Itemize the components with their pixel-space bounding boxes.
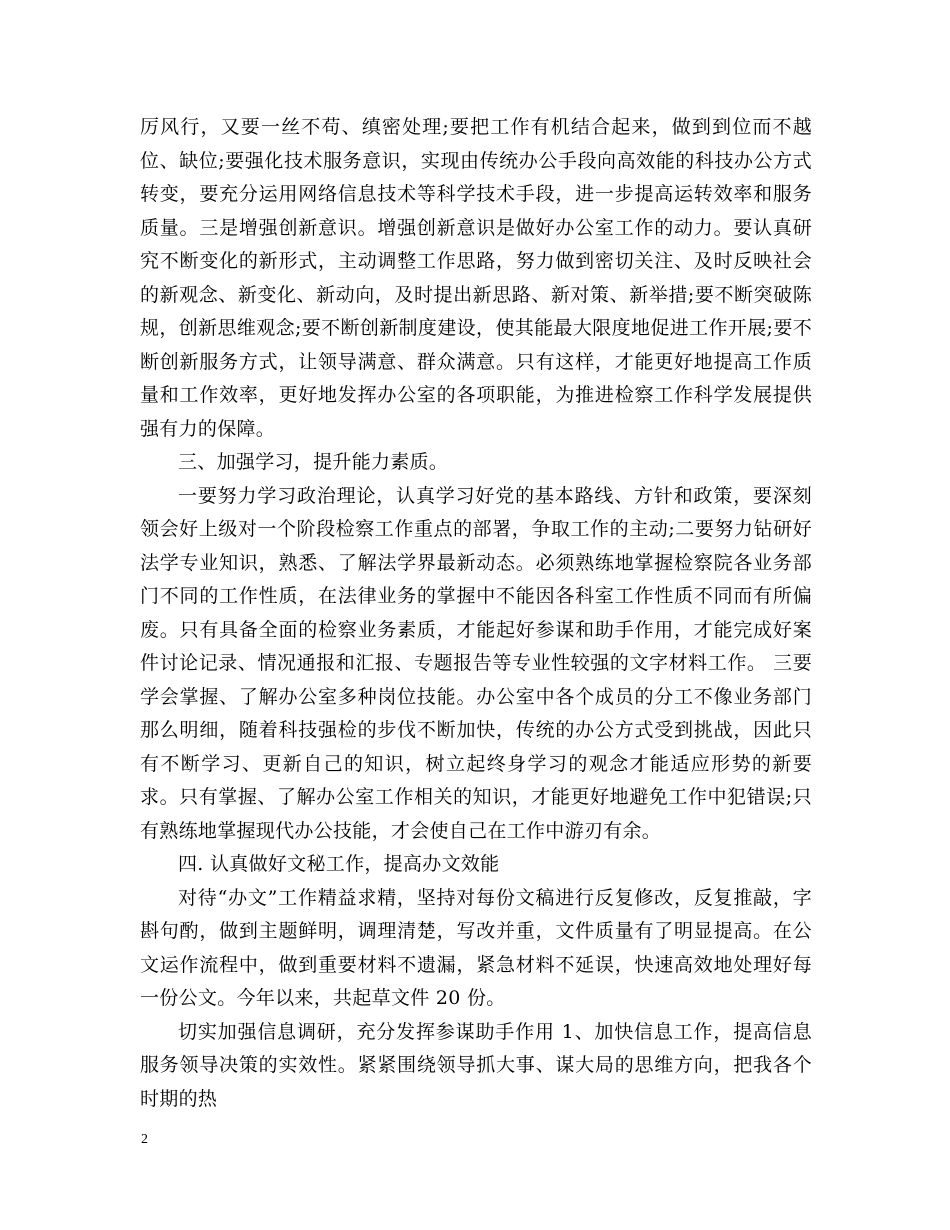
heading-strengthen-learning: 三、加强学习，提升能力素质。: [178, 451, 449, 473]
paragraph-information-research: 切实加强信息调研，充分发挥参谋助手作用 1、加快信息工作，提高信息服务领导决策的实效性。紧紧围绕领导抓大事、谋大局的思维方向，把我各个时期的热: [140, 1020, 812, 1110]
paragraph-innovation-continuation: 厉风行，又要一丝不苟、缜密处理;要把工作有机结合起来，做到到位而不越位、缺位;要强化技术服务意识，实现由传统办公手段向高效能的科技办公方式转变，要充分运用网络信息技术等科学技术手段，进一步提高运转效率和服务质量。三是增强创新意识。增强创新意识是做好办公室工作的动力。要认真研究不断变化的新形式，主动调整工作思路，努力做到密切关注、及时反映社会的新观念、新变化、新动向，及时提出新思路、新对策、新举措;要不断突破陈规，创新思维观念;要不断创新制度建设，使其能最大限度地促进工作开展;要不断创新服务方式，让领导满意、群众满意。只有这样，才能更好地提高工作质量和工作效率，更好地发挥办公室的各项职能，为推进检察工作科学发展提供强有力的保障。: [140, 116, 812, 440]
paragraph-learning-requirements: 一要努力学习政治理论，认真学习好党的基本路线、方针和政策，要深刻领会好上级对一个阶段检察工作重点的部署，争取工作的主动;二要努力钻研好法学专业知识，熟悉、了解法学界最新动态。必须熟练地掌握检察院各业务部门不同的工作性质，在法律业务的掌握中不能因各科室工作性质不同而有所偏废。只有具备全面的检察业务素质，才能起好参谋和助手作用，才能完成好案件讨论记录、情况通报和汇报、专题报告等专业性较强的文字材料工作。 三要学会掌握、了解办公室多种岗位技能。办公室中各个成员的分工不像业务部门那么明细，随着科技强检的步伐不断加快，传统的办公方式受到挑战，因此只有不断学习、更新自己的知识，树立起终身学习的观念才能适应形势的新要求。只有掌握、了解办公室工作相关的知识，才能更好地避免工作中犯错误;只有熟练地掌握现代办公技能，才会使自己在工作中游刃有余。: [140, 484, 812, 842]
document-body: [140, 111, 812, 1116]
page-number: 2: [141, 1132, 148, 1147]
heading-secretarial-work: 四. 认真做好文秘工作，提高办文效能: [178, 853, 500, 875]
paragraph-document-handling: 对待“办文”工作精益求精，坚持对每份文稿进行反复修改，反复推敲，字斟句酌，做到主题鲜明，调理清楚，写改并重，文件质量有了明显提高。在公文运作流程中，做到重要材料不遗漏，紧急材料不延误，快速高效地处理好每一份公文。今年以来，共起草文件 20 份。: [140, 886, 812, 1009]
